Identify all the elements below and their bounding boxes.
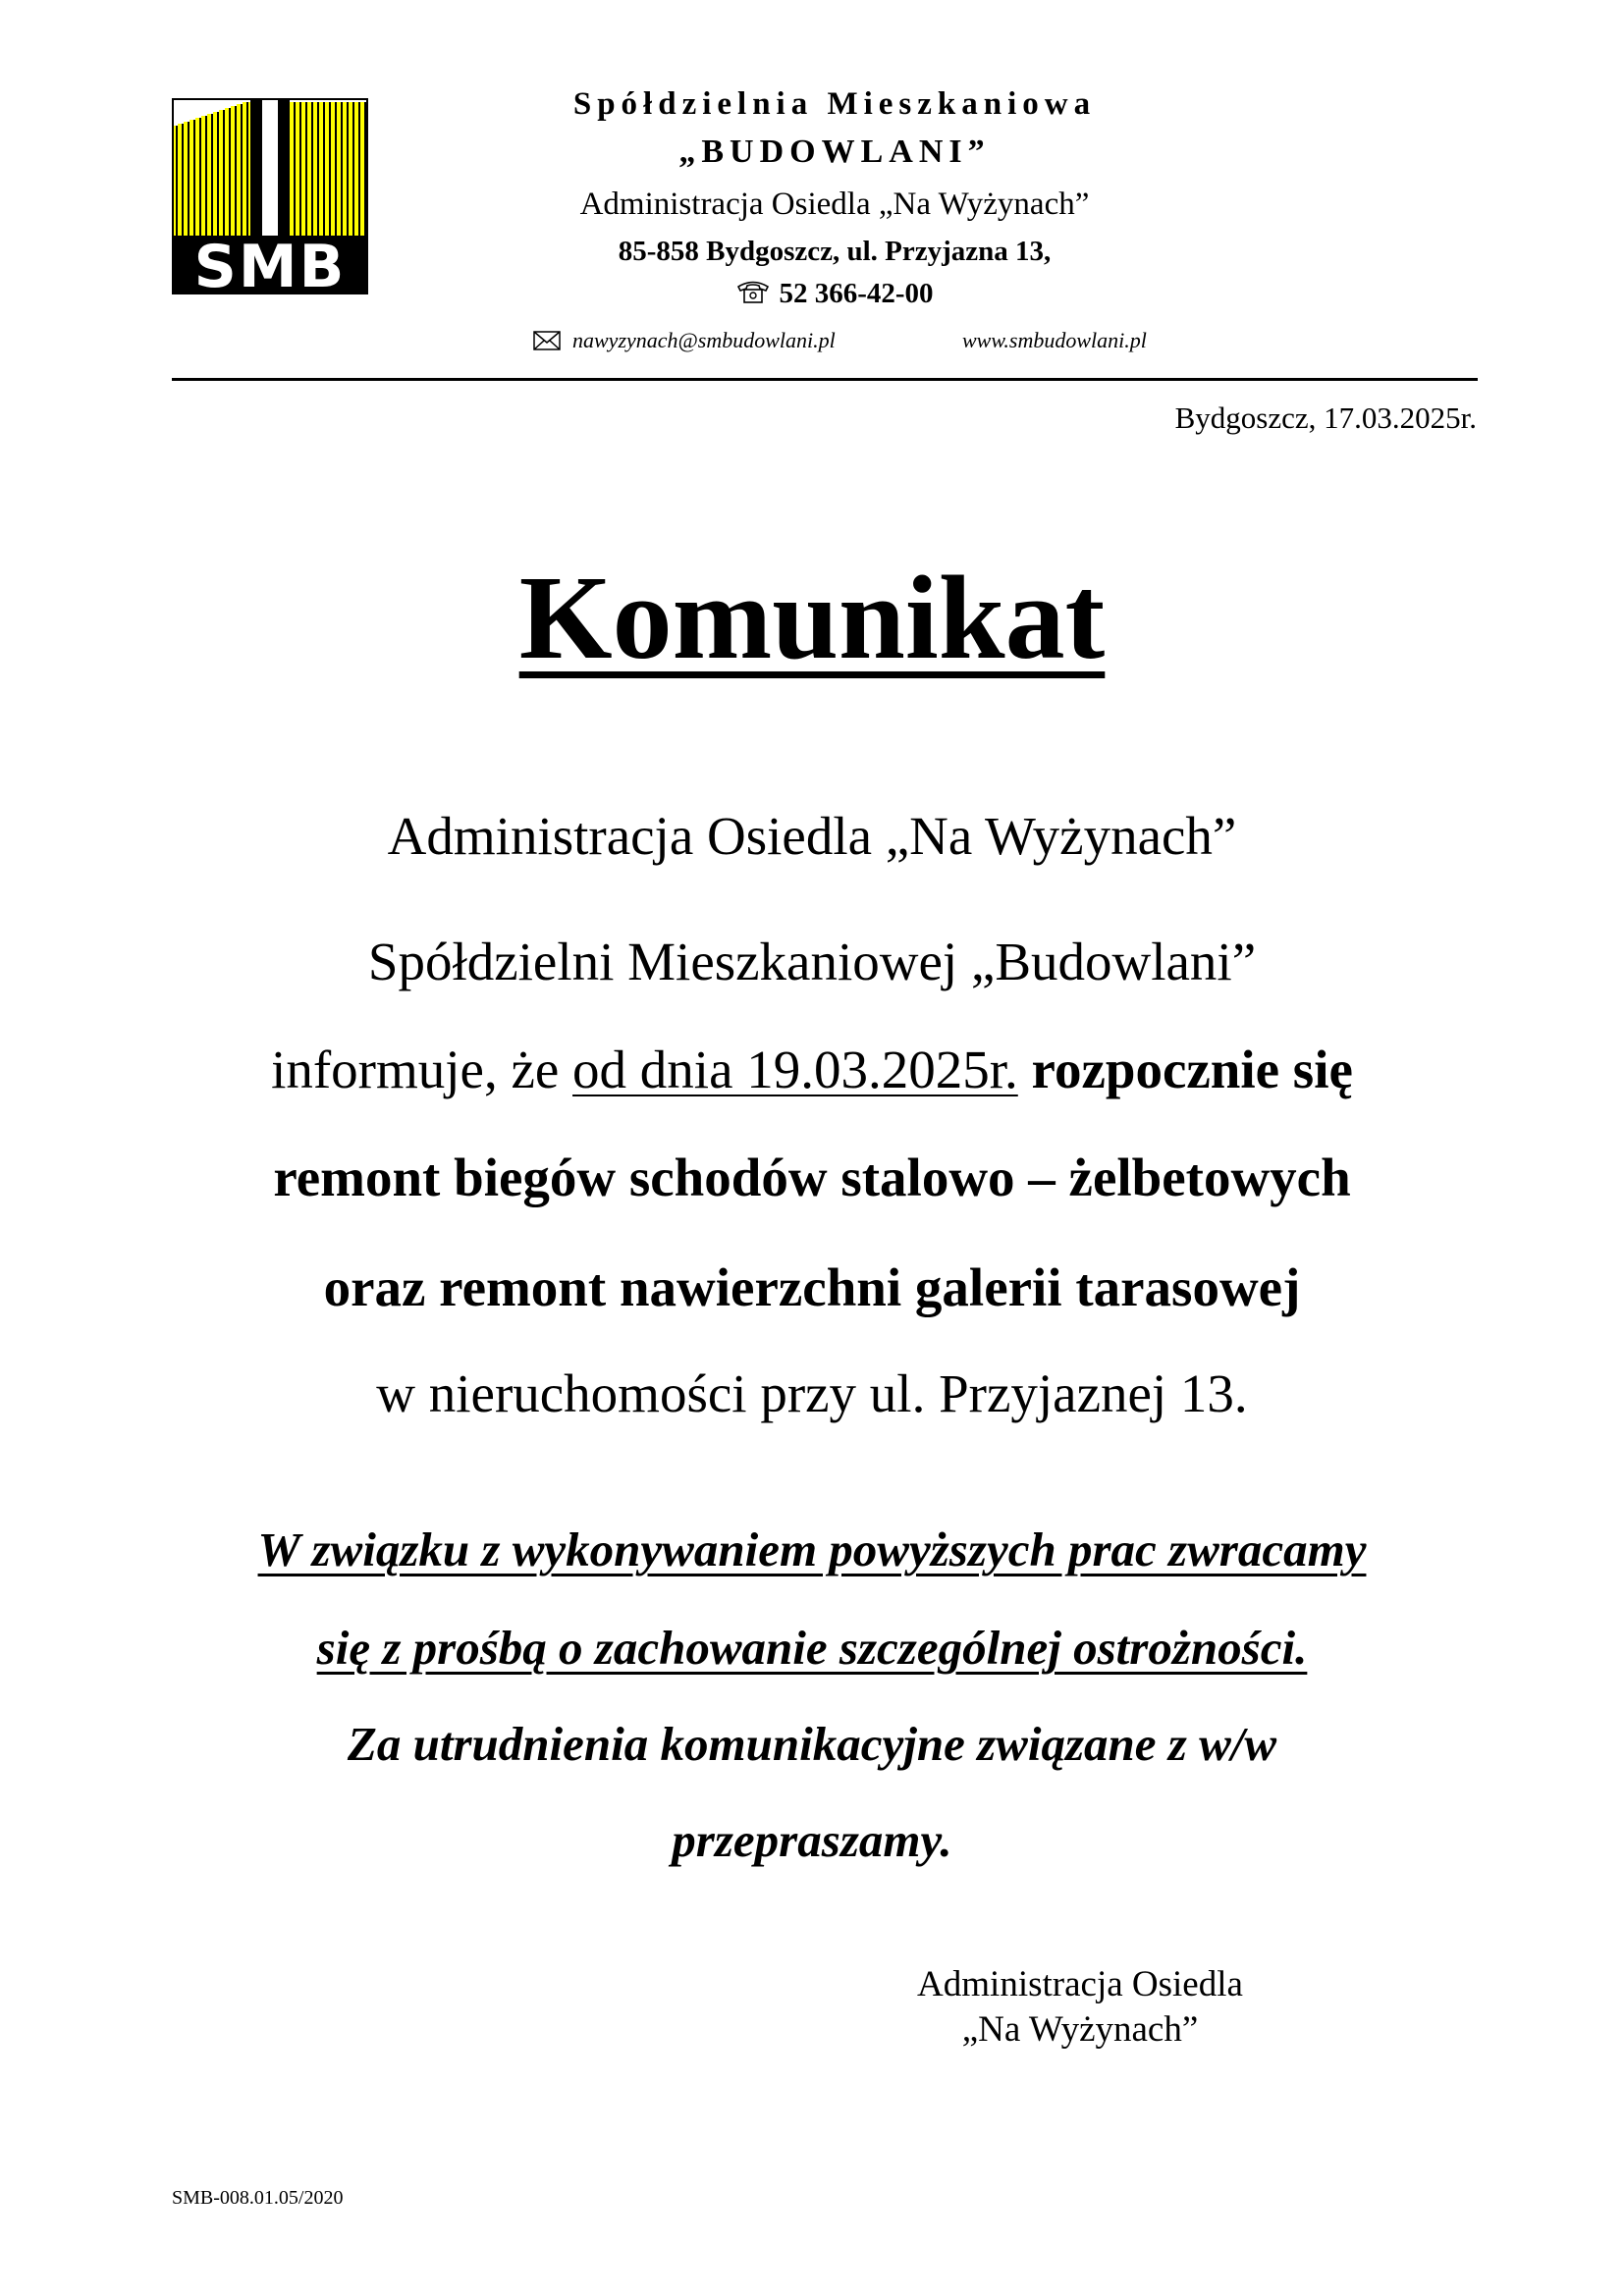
body-line-1: Administracja Osiedla „Na Wyżynach”	[387, 806, 1237, 866]
admin-name: Administracja Osiedla „Na Wyżynach”	[579, 187, 1090, 222]
phone-number: 52 366-42-00	[779, 278, 934, 309]
org-brand: „BUDOWLANI”	[678, 133, 991, 170]
document-date: Bydgoszcz, 17.03.2025r.	[1174, 400, 1477, 435]
envelope-icon	[533, 331, 561, 350]
body-line-3-intro: informuje, że	[271, 1040, 573, 1099]
start-date: od dnia 19.03.2025r.	[572, 1040, 1018, 1099]
page-title	[0, 550, 1624, 687]
smb-logo	[172, 98, 368, 294]
phone-line	[442, 278, 1227, 310]
email-link[interactable]: nawyzynach@smbudowlani.pl	[572, 328, 836, 352]
notice-line-2-text: się z prośbą o zachowanie szczególnej ostrożności.	[316, 1621, 1308, 1675]
signature-line-1: Administracja Osiedla	[917, 1964, 1243, 2004]
body-line-3	[0, 1039, 1624, 1100]
notice-line-2	[0, 1620, 1624, 1676]
body-line-2: Spółdzielni Mieszkaniowej „Budowlani”	[367, 932, 1257, 991]
address: 85-858 Bydgoszcz, ul. Przyjazna 13,	[618, 236, 1052, 267]
notice-line-4: przepraszamy.	[672, 1813, 952, 1867]
smb-logo-graphic	[172, 98, 368, 294]
svg-text:SMB: SMB	[193, 233, 347, 294]
website-link[interactable]: www.smbudowlani.pl	[962, 328, 1147, 352]
org-name: Spółdzielnia Mieszkaniowa	[572, 86, 1097, 122]
title-text: Komunikat	[518, 552, 1106, 684]
body-line-3-bold: rozpocznie się	[1017, 1040, 1353, 1099]
body-line-5: oraz remont nawierzchni galerii tarasowej	[323, 1257, 1301, 1317]
notice-line-3: Za utrudnienia komunikacyjne związane z w/w	[347, 1717, 1277, 1771]
email-line	[533, 328, 836, 353]
notice-line-1-text: W związku z wykonywaniem powyższych prac zwracamy	[257, 1522, 1367, 1576]
signature-line-2: „Na Wyżynach”	[961, 2009, 1199, 2050]
notice-line-1	[0, 1522, 1624, 1577]
body-line-4: remont biegów schodów stalowo – żelbetowych	[273, 1148, 1351, 1207]
form-code: SMB-008.01.05/2020	[172, 2187, 344, 2209]
phone-icon	[735, 279, 771, 304]
header-divider	[172, 378, 1478, 381]
body-line-6: w nieruchomości przy ul. Przyjaznej 13.	[376, 1363, 1248, 1423]
